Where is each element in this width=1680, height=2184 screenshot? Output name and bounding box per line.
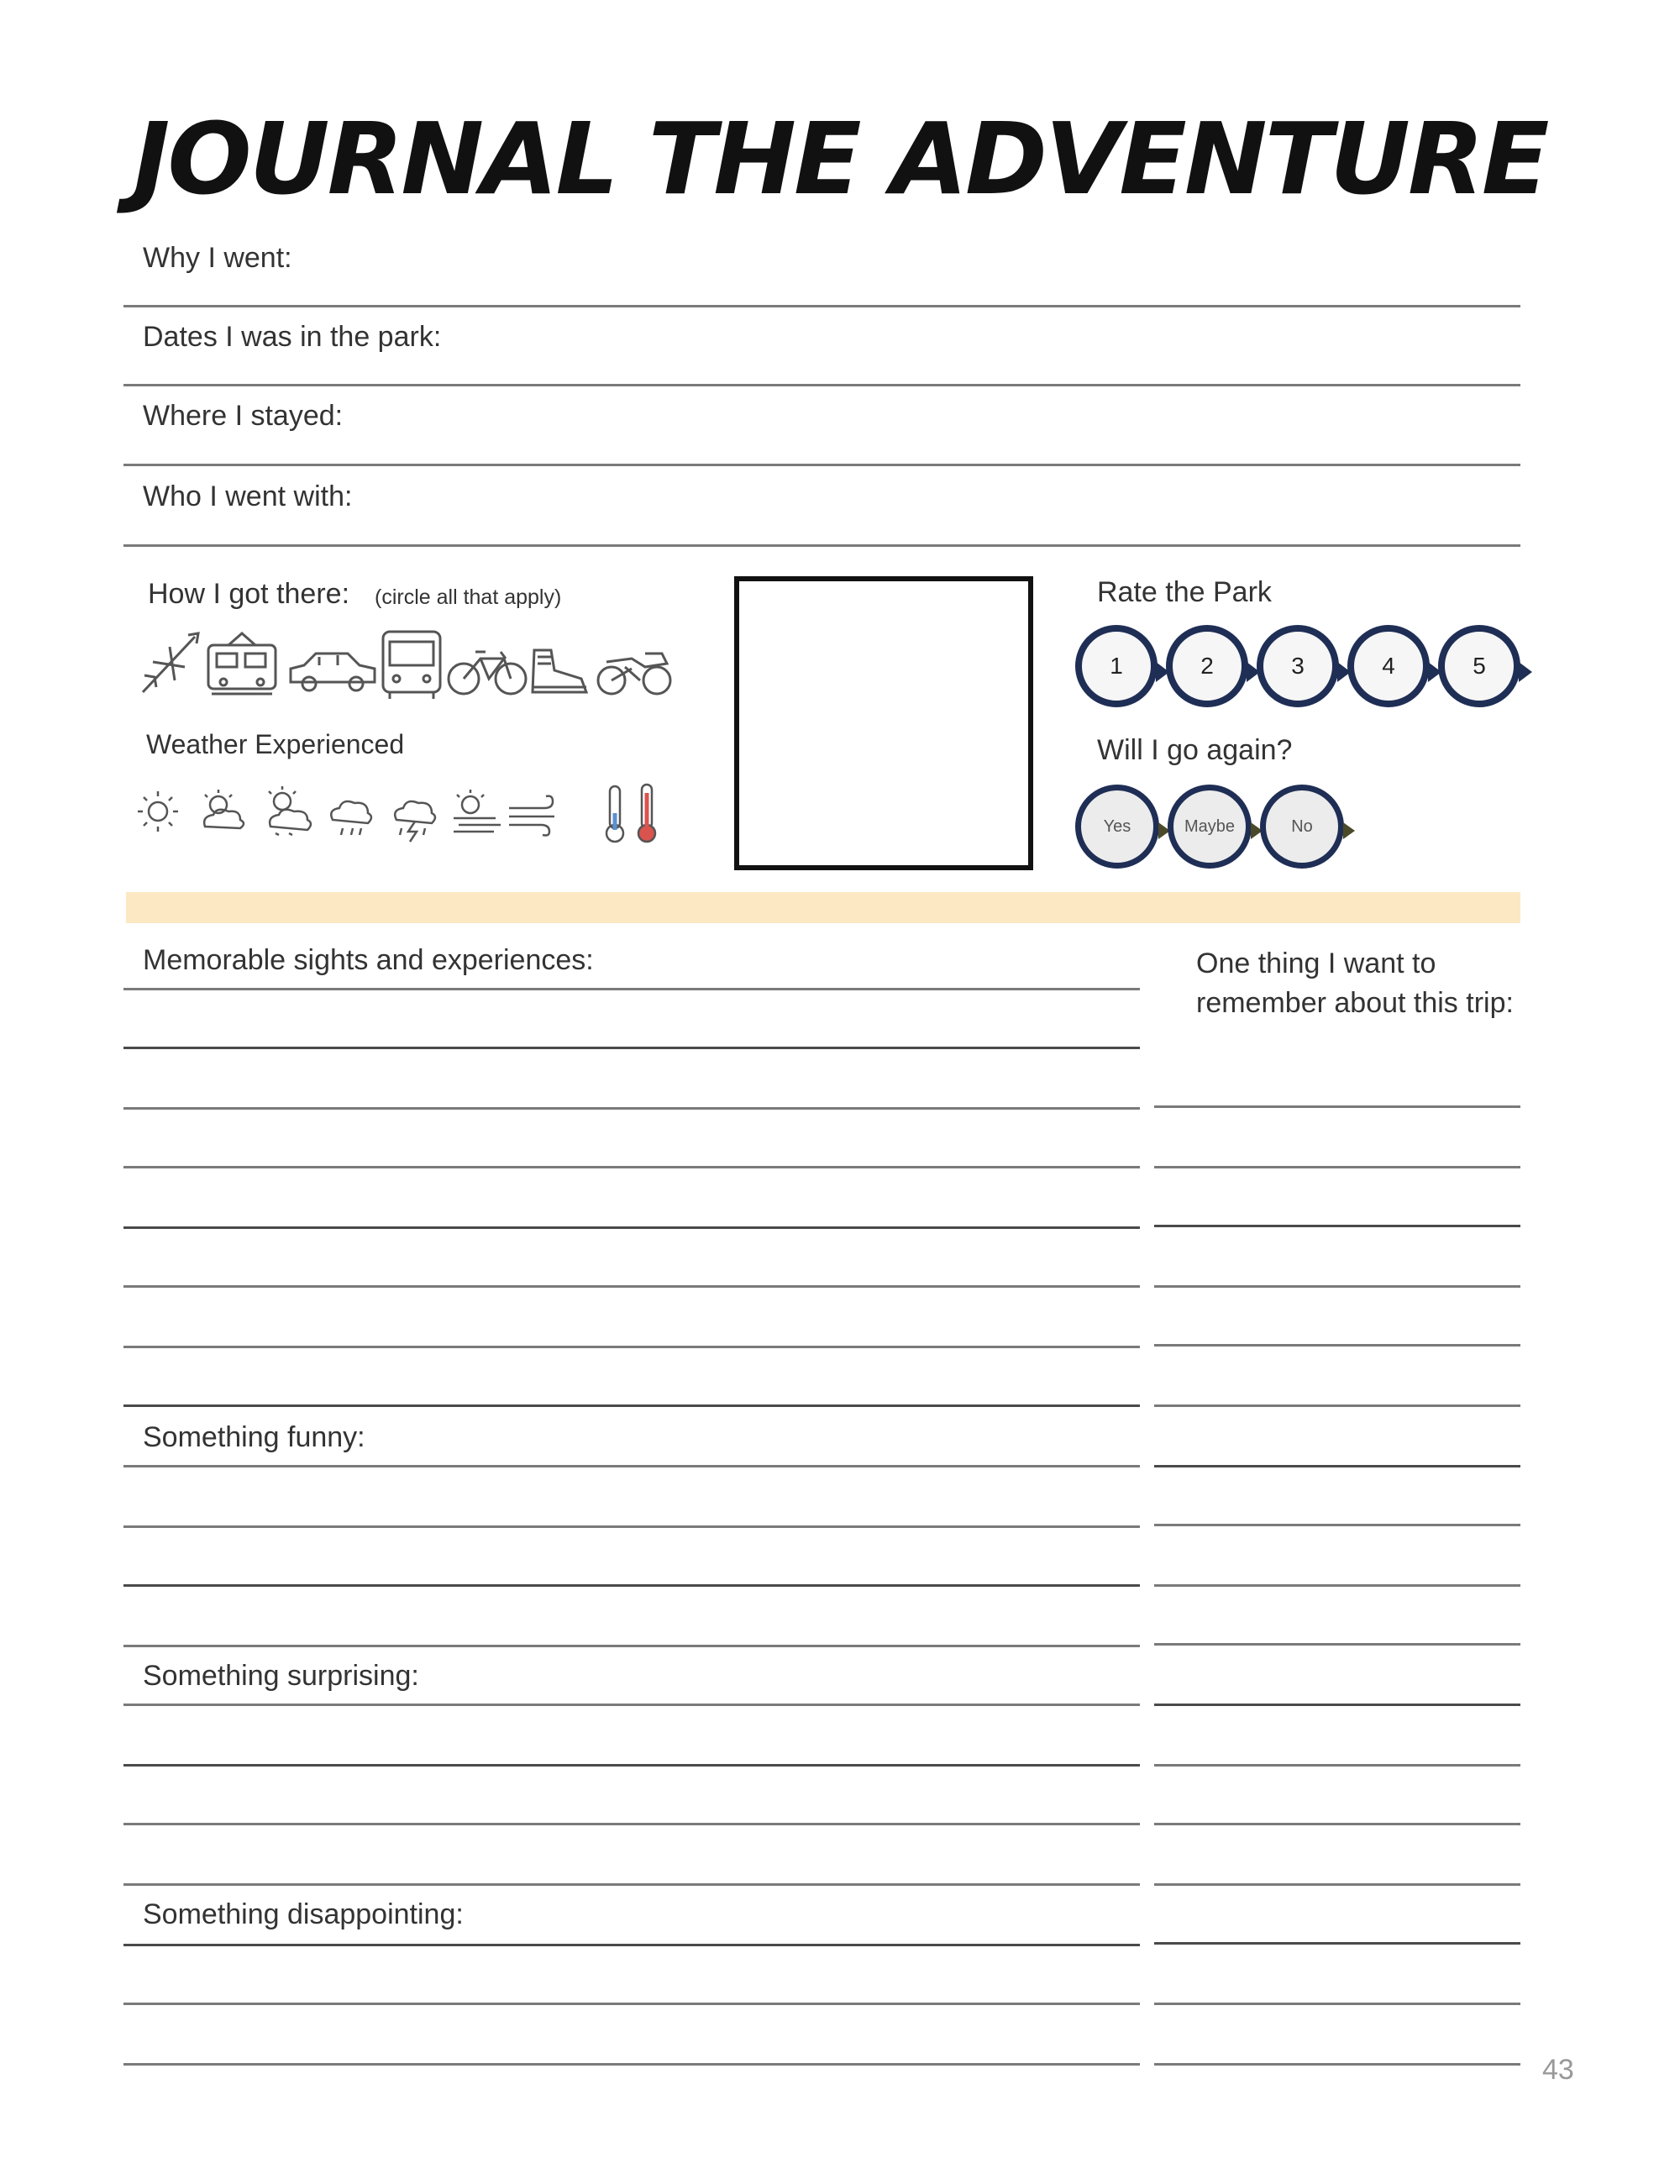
hiking-boot-icon[interactable]	[533, 650, 586, 692]
writing-line[interactable]	[1154, 2063, 1520, 2066]
writing-line[interactable]	[123, 1404, 1140, 1407]
sun-icon[interactable]	[138, 791, 178, 832]
writing-line[interactable]	[1154, 1643, 1520, 1646]
rating-option-2[interactable]: 2	[1166, 625, 1248, 707]
writing-line[interactable]	[123, 2063, 1140, 2066]
rating-option-4[interactable]: 4	[1347, 625, 1430, 707]
writing-line[interactable]	[1154, 1942, 1520, 1945]
writing-line[interactable]	[123, 1465, 1140, 1467]
writing-line[interactable]	[1154, 1344, 1520, 1347]
bus-icon[interactable]	[383, 632, 440, 699]
photo-box[interactable]	[734, 576, 1033, 870]
writing-line[interactable]	[123, 988, 1140, 990]
writing-line[interactable]	[123, 1346, 1140, 1348]
writing-line[interactable]	[1154, 1225, 1520, 1227]
rating-option-1[interactable]: 1	[1075, 625, 1158, 707]
writing-line[interactable]	[123, 1883, 1140, 1886]
train-icon[interactable]	[208, 633, 276, 694]
writing-line[interactable]	[1154, 1166, 1520, 1168]
funny-label: Something funny:	[143, 1421, 365, 1453]
hot-thermometer-icon[interactable]	[638, 785, 655, 842]
why-went-line[interactable]	[123, 305, 1520, 307]
writing-line[interactable]	[1154, 1764, 1520, 1767]
writing-line[interactable]	[123, 1525, 1140, 1528]
where-stayed-line[interactable]	[123, 464, 1520, 466]
go-again-options	[1075, 785, 1352, 869]
go-again-yes[interactable]: Yes	[1075, 785, 1159, 869]
partly-cloudy-icon[interactable]	[204, 790, 244, 828]
writing-line[interactable]	[1154, 1524, 1520, 1526]
writing-line[interactable]	[1154, 1883, 1520, 1886]
airplane-icon[interactable]	[143, 633, 198, 692]
dates-line[interactable]	[123, 384, 1520, 386]
rain-icon[interactable]	[331, 801, 371, 835]
writing-line[interactable]	[123, 1226, 1140, 1229]
cloudy-sun-icon[interactable]	[269, 786, 311, 835]
rating-option-3[interactable]: 3	[1257, 625, 1339, 707]
thunderstorm-icon[interactable]	[395, 801, 435, 842]
cold-thermometer-icon[interactable]	[606, 786, 623, 842]
writing-line[interactable]	[1154, 1704, 1520, 1706]
transport-note: (circle all that apply)	[375, 585, 562, 609]
weather-icons	[134, 780, 672, 843]
surprising-label: Something surprising:	[143, 1660, 419, 1692]
transport-label: How I got there:	[148, 578, 350, 610]
writing-line[interactable]	[123, 2003, 1140, 2005]
who-went-line[interactable]	[123, 544, 1520, 547]
rating-options	[1075, 625, 1529, 707]
weather-label: Weather Experienced	[146, 729, 405, 759]
writing-line[interactable]	[123, 1107, 1140, 1110]
bicycle-icon[interactable]	[449, 652, 526, 694]
section-divider-band	[126, 892, 1520, 923]
writing-line[interactable]	[123, 1704, 1140, 1706]
writing-line[interactable]	[1154, 1465, 1520, 1467]
disappointing-label: Something disappointing:	[143, 1898, 464, 1930]
who-went-label: Who I went with:	[143, 480, 353, 512]
go-again-no[interactable]: No	[1260, 785, 1344, 869]
writing-line[interactable]	[123, 1285, 1140, 1288]
writing-line[interactable]	[123, 1645, 1140, 1647]
writing-line[interactable]	[123, 1166, 1140, 1168]
writing-line[interactable]	[1154, 1105, 1520, 1108]
fog-icon[interactable]	[454, 790, 501, 832]
transport-icons	[136, 628, 674, 699]
writing-line[interactable]	[1154, 1584, 1520, 1587]
go-again-maybe[interactable]: Maybe	[1168, 785, 1252, 869]
memorable-label: Memorable sights and experiences:	[143, 944, 594, 976]
page-number: 43	[1542, 2054, 1574, 2086]
rate-park-label: Rate the Park	[1097, 576, 1272, 608]
motorcycle-icon[interactable]	[598, 654, 670, 694]
dates-label: Dates I was in the park:	[143, 321, 442, 353]
writing-line[interactable]	[123, 1584, 1140, 1587]
writing-line[interactable]	[1154, 1285, 1520, 1288]
where-stayed-label: Where I stayed:	[143, 400, 344, 432]
writing-line[interactable]	[1154, 1823, 1520, 1825]
remember-label: One thing I want to remember about this trip:	[1196, 948, 1514, 1019]
writing-line[interactable]	[123, 1047, 1140, 1049]
writing-line[interactable]	[123, 1823, 1140, 1825]
page-title: JOURNAL THE ADVENTURE	[133, 101, 1547, 217]
why-went-label: Why I went:	[143, 242, 292, 274]
car-icon[interactable]	[291, 654, 375, 690]
wind-icon[interactable]	[509, 796, 554, 836]
writing-line[interactable]	[123, 1944, 1140, 1946]
go-again-label: Will I go again?	[1097, 734, 1293, 766]
rating-option-5[interactable]: 5	[1438, 625, 1520, 707]
writing-line[interactable]	[123, 1764, 1140, 1767]
writing-line[interactable]	[1154, 1404, 1520, 1407]
writing-line[interactable]	[1154, 2003, 1520, 2005]
